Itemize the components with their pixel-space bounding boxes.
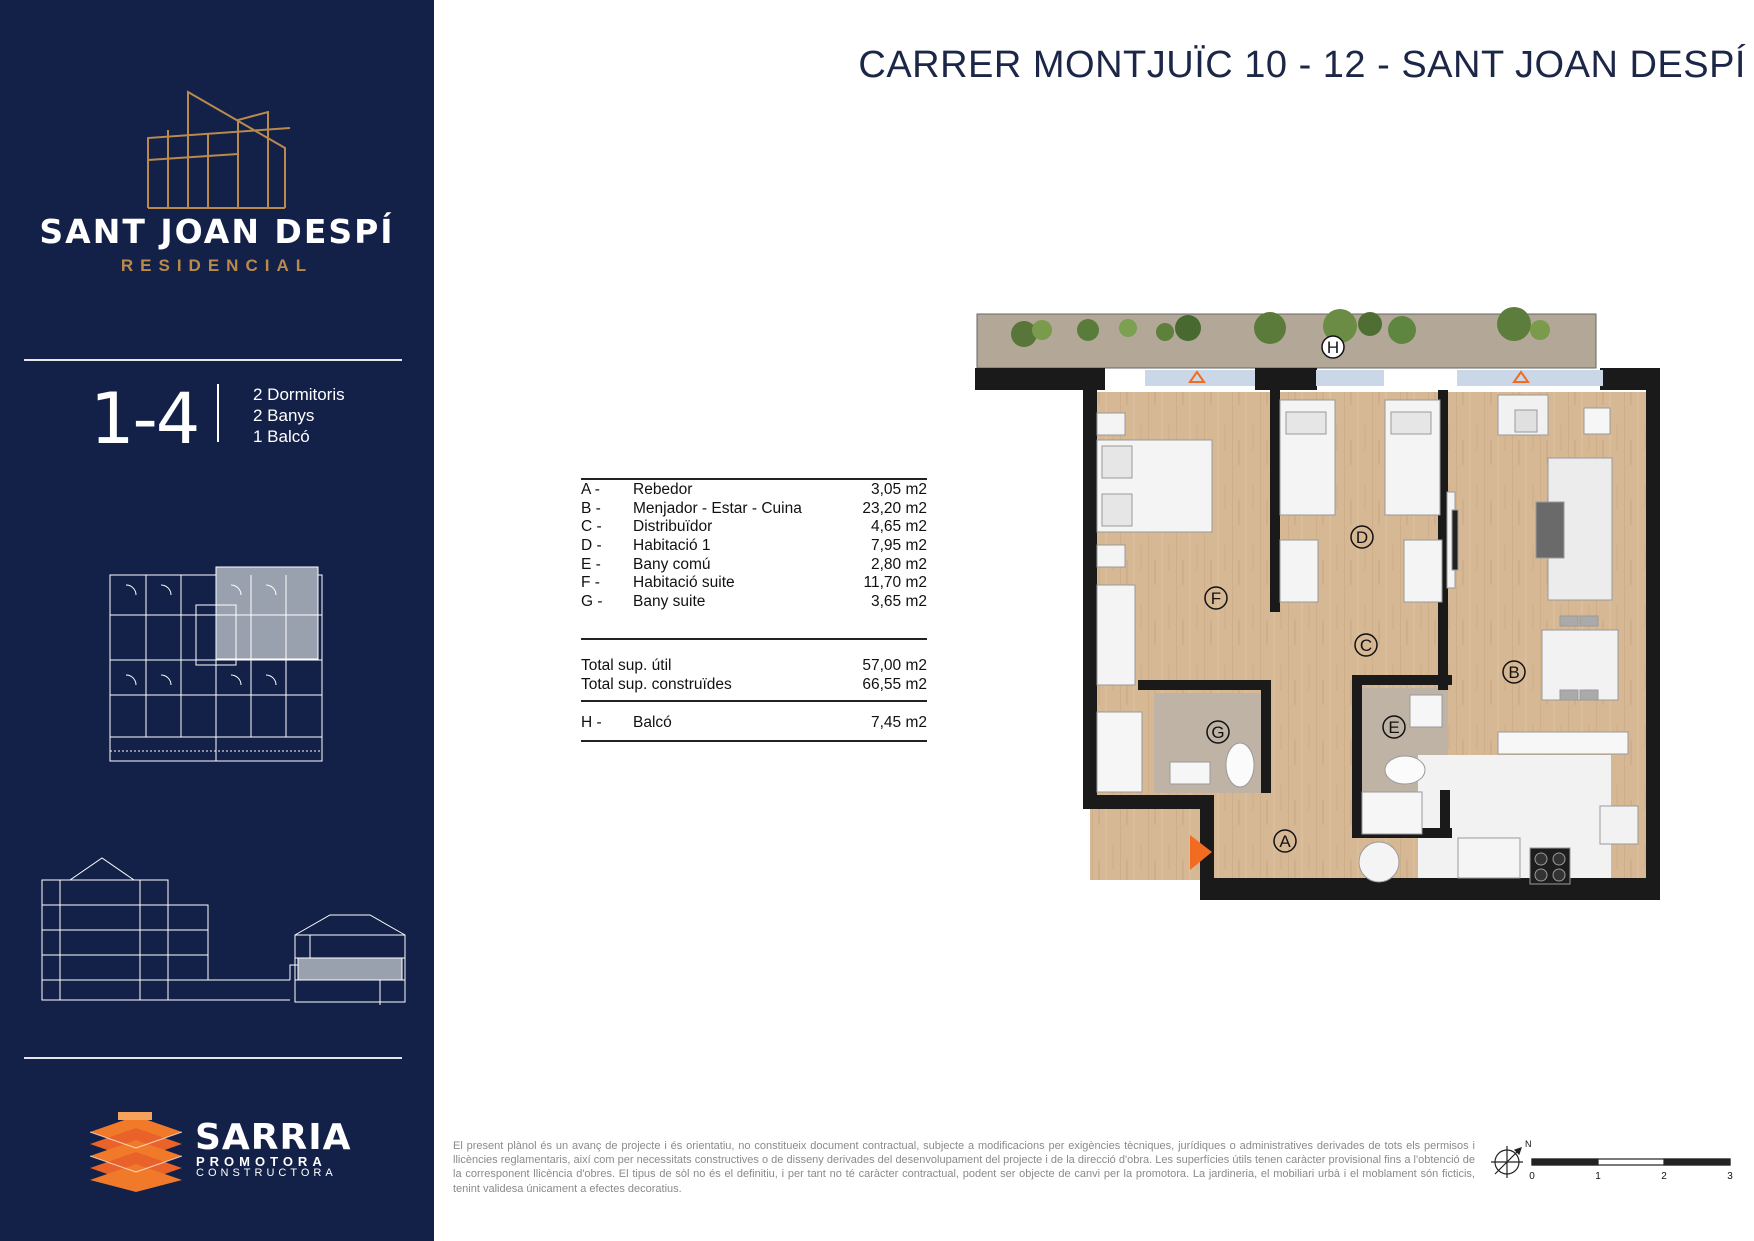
divider [581, 638, 927, 640]
room-name: Menjador - Estar - Cuina [633, 499, 802, 517]
room-name: Bany comú [633, 555, 711, 573]
brand-subtitle: RESIDENCIAL [120, 256, 314, 275]
schedule-row [581, 593, 927, 612]
room-label-h: H [1326, 338, 1340, 357]
schedule-row [581, 518, 927, 537]
sarria-line2: CONSTRUCTORA [196, 1167, 337, 1179]
brand-logo-icon [140, 90, 290, 210]
schedule-row [581, 481, 927, 500]
room-key: D - [581, 537, 602, 555]
spec-bedrooms: 2 Dormitoris [253, 385, 345, 404]
disclaimer: El present plànol és un avanç de projecte i és orientatiu, no constitueix document contractual, subjecte a modificacions per exigències tècniques, jurídiques o administratives derivades de tots els permisos i llicències reglamentaris, així com per necessitats constructives o de disseny derivades del desenvolupament del projecte i de la direcció d'obra. Les superfícies útils tenen caràcter provisional fins a l'obtenció de la corresponent llicència d'obres. El tipus de sòl no és el definitiu, i per tant no té caràcter contractual, podent ser objecte de canvi per la promotora. La jardineria, el mobiliari urbà i el moblament són ficticis, tenint validesa únicament a efectes decoratius. [453, 1140, 1475, 1195]
north-label: N [1525, 1139, 1532, 1149]
room-key: C - [581, 518, 602, 536]
scale-tick: 2 [1661, 1171, 1667, 1182]
room-key: B - [581, 499, 601, 517]
divider [581, 740, 927, 742]
scale-tick: 1 [1595, 1171, 1601, 1182]
schedule-row [581, 555, 927, 574]
room-name: Distribuïdor [633, 518, 713, 536]
brand-name: SANT JOAN DESPÍ [39, 212, 395, 251]
room-name: Rebedor [633, 481, 693, 499]
apartment-floor-plan [970, 295, 1690, 915]
schedule-row [581, 537, 927, 556]
balcony-row [581, 714, 927, 733]
divider [581, 700, 927, 702]
room-key: F - [581, 574, 600, 592]
sidebar [0, 0, 434, 1241]
divider [217, 384, 219, 442]
room-area: 2,80 m2 [870, 555, 927, 573]
room-label-f: F [1210, 589, 1222, 608]
schedule-row [581, 500, 927, 519]
divider [24, 359, 402, 361]
total-name: Total sup. construïdes [581, 675, 732, 693]
spec-bathrooms: 2 Banys [253, 406, 315, 425]
sarria-logo-icon [88, 1112, 184, 1192]
room-area: 23,20 m2 [862, 499, 927, 517]
room-name: Habitació suite [633, 574, 735, 592]
page-title: CARRER MONTJUÏC 10 - 12 - SANT JOAN DESPÍ [858, 44, 1746, 86]
room-area: 7,45 m2 [870, 714, 927, 732]
room-area: 11,70 m2 [863, 574, 927, 592]
building-section-drawing [40, 850, 410, 1010]
scale-bar [1485, 1138, 1745, 1186]
scale-tick: 0 [1529, 1171, 1535, 1182]
total-area: 57,00 m2 [862, 657, 927, 675]
room-area: 3,05 m2 [870, 481, 927, 499]
room-key: E - [581, 555, 601, 573]
room-name: Habitació 1 [633, 537, 711, 555]
room-label-b: B [1508, 663, 1520, 682]
total-row [581, 676, 927, 695]
sarria-line1: PROMOTORA [196, 1154, 327, 1169]
scale-tick: 3 [1727, 1171, 1733, 1182]
room-key: A - [581, 481, 600, 499]
room-area: 3,65 m2 [870, 592, 927, 610]
room-area: 4,65 m2 [870, 518, 927, 536]
unit-number: 1-4 [90, 378, 199, 460]
total-row [581, 657, 927, 676]
divider [24, 1057, 402, 1059]
sarria-name: SARRIA [195, 1117, 352, 1158]
room-label-a: A [1279, 832, 1291, 851]
room-name: Bany suite [633, 592, 706, 610]
room-label-c: C [1359, 636, 1373, 655]
room-label-e: E [1388, 718, 1400, 737]
room-key: G - [581, 592, 603, 610]
schedule-row [581, 574, 927, 593]
spec-balcony: 1 Balcó [253, 427, 310, 446]
building-floor-plan-thumbnail [106, 565, 326, 765]
room-label-g: G [1211, 723, 1225, 742]
north-arrow-icon [1491, 1146, 1523, 1178]
total-area: 66,55 m2 [862, 675, 927, 693]
total-name: Total sup. útil [581, 657, 672, 675]
room-key: H - [581, 714, 602, 732]
schedule-row [581, 714, 927, 733]
unit-specs [253, 384, 345, 447]
room-name: Balcó [633, 714, 672, 732]
area-schedule [581, 481, 927, 611]
room-area: 7,95 m2 [870, 537, 927, 555]
windows [1145, 370, 1603, 386]
totals [581, 657, 927, 694]
room-label-d: D [1355, 528, 1369, 547]
divider [581, 478, 927, 480]
